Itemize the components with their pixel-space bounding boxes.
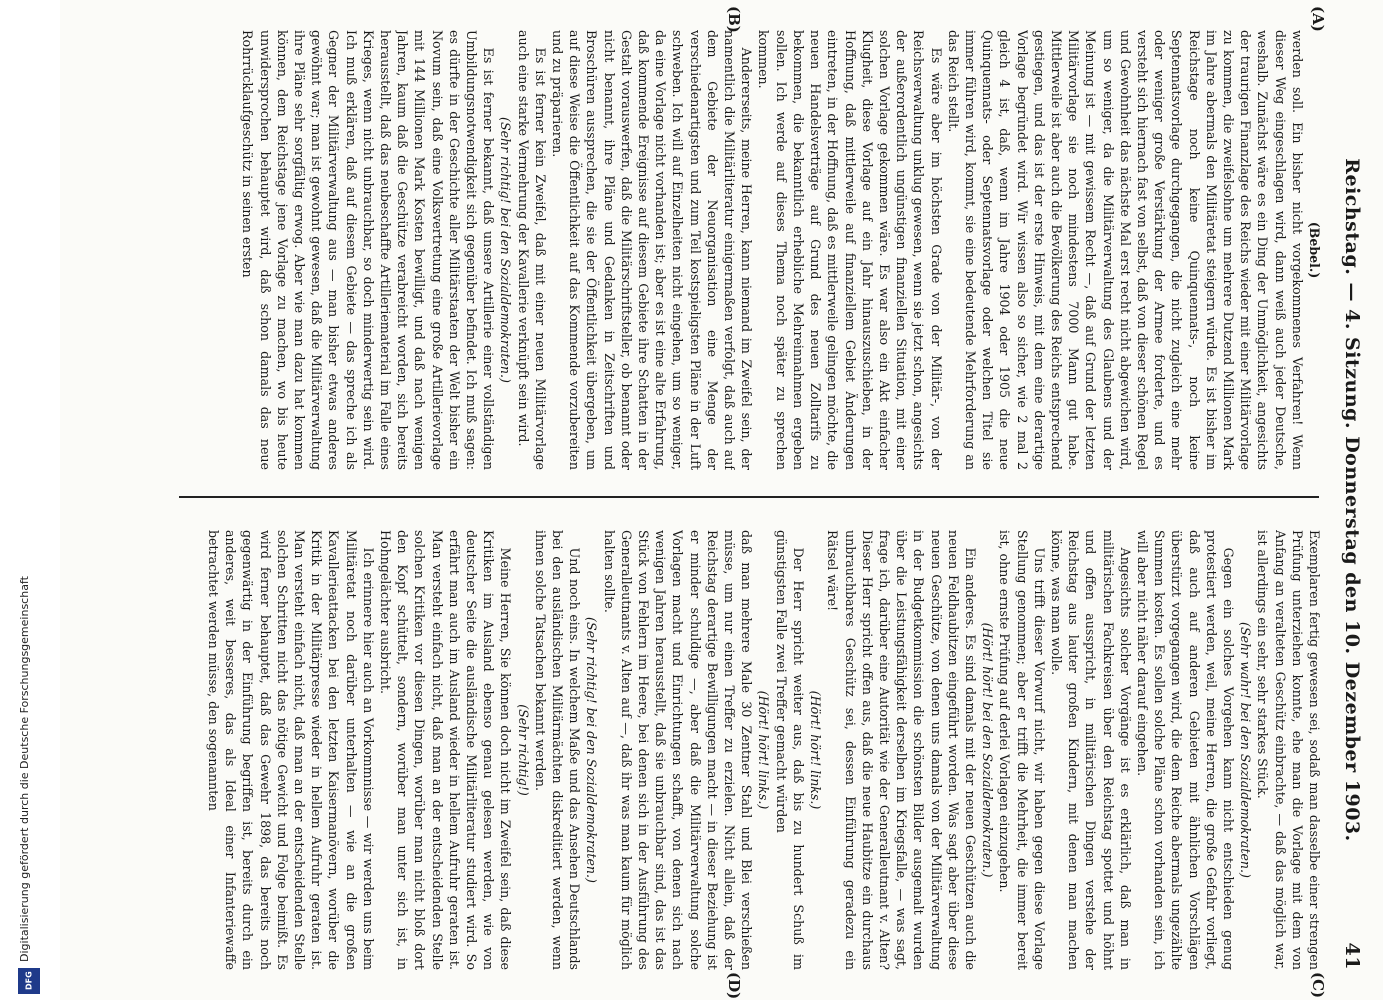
column-divider <box>179 496 1319 498</box>
speaker-name: (Bebel.) <box>1307 221 1322 279</box>
page-number: 41 <box>1341 942 1363 970</box>
right-column <box>103 530 1323 970</box>
interjection: (Sehr wahr! bei den Sozialdemokraten.) <box>1238 622 1254 878</box>
interjection: (Hört! hört! links.) <box>808 690 824 810</box>
paragraph: Angesichts solcher Vorgänge ist es erklärlich, daß man in militärischen Fachkreisen über den Reichstag spottet und höhnt und offen ausspricht, in militärischen Dingen verstehe der Reichstag aus lauter großen Kindern, mit denen man machen könne, was man wolle. <box>1048 530 1133 970</box>
paragraph: Und noch eins. In welchem Maße und das Ansehen Deutschlands bei den ausländischen Militärmächten diskreditiert werden, wenn ihnen solche Tatsachen bekannt werden. <box>532 530 583 970</box>
paragraph: Es ist ferner bekannt, daß unsere Artillerie einer vollständigen Umbildungsnotwendigkeit sich gegenüber befindet. Ich muß sagen: es dürfte in der Geschichte aller Militärstaaten der Welt bisher ein Novum sein, daß eine Volksvertretung eine große Artillerievorlage mit 144 Millionen Mark Kosten bewilligt, und daß nach wenigen Jahren, kaum daß die Geschütze verabreicht worden, sich bereits herausstellt, daß das neubeschaffte Artilleriematerial im Falle eines Krieges, wenn nicht unbrauchbar, so doch minderwertig sein wird. Ich muß erklären, daß auf diesem Gebiete — das spreche ich als Gegner der Militärverwaltung aus — man bisher etwas anderes gewöhnt war; man ist gewohnt gewesen, daß die Militärverwaltung ihre Pläne sehr sorgfältig erwog. Aber wie man dazu hat kommen können, dem Reichstage jene Vorlage zu machen, wo bis heute unwidersprochen behauptet wird, daß schon damals das neue Rohrrücklaufgeschütz in seinen ersten <box>240 30 497 470</box>
scanned-page <box>60 0 1383 1000</box>
paragraph: Uns trifft dieser Vorwurf nicht, wir haben gegen diese Vorlage Stellung genommen; aber er trifft die Mehrheit, die immer bereit ist, ohne ernste Prüfung auf derlei Vorlagen einzugehen. <box>997 530 1047 970</box>
margin-mark-c: (C) <box>1309 972 1327 999</box>
paragraph: daß man mehrere Male 30 Zentner Stahl und Blei verschießen müsse, um nur einen Treffer zu erzielen. Nicht allein, daß der Reichstag derartige Bewilligungen macht — in dieser Beziehung ist er minder schuldige —, aber daß die Militärverwaltung solche Vorlagen macht und Einrichtungen schafft, von denen sich nach wenigen Jahren herausstellt, daß sie unbrauchbar sind, das ist das Stück von Fehlern im Heere, bei denen sich in der Ausführung des Generalleutnants v. Alten auf —, daß ihr was man kaum für möglich halten sollte. <box>601 530 755 970</box>
paragraph: Ich erinnere hier auch an Vorkommnisse — wir werden uns beim Militäretat noch darüber unterhalten — wie an die großen Kavallerieattacken bei den letzten Kaisermanövern, worüber die Kritik in der Militärpresse wieder in hellem Aufruhr geraten ist. Man versteht einfach nicht, daß man an der entscheidenden Stelle solchen Schritten nicht das nötige Gewicht und Folge beimißt. Es wird ferner behauptet, daß das Gewehr 1898, das bereits noch gegenwärtig in der Einführung begriffen ist, bereits durch ein anderes, weit besseres, das als Ideal einer Infanteriewaffe betrachtet werden müsse, den sogenannten <box>206 530 376 970</box>
credit-text: Digitalisierung gefördert durch die Deutsche Forschungsgemeinschaft <box>18 576 31 962</box>
paragraph: Es wäre aber im höchsten Grade von der Militär-, von der Reichsverwaltung unklug gewesen, wenn sie jetzt schon, angesichts der außerordentlich ungünstigen finanziellen Situation, mit einer solchen Vorlage gekommen wäre. Es war also ein Akt einfacher Klugheit, diese Vorlage auf ein Jahr hinauszuschieben, in der Hoffnung, daß mittlerweile auf finanziellem Gebiet Änderungen eintreten, in der Hoffnung, daß es mittlerweile gelingen möchte, die neuen Handelsverträge auf Grund des neuen Zolltarifs zu bekommen, die bekanntlich erhebliche Mehreinnahmen ergeben sollen. Ich werde auf dieses Thema noch später zu sprechen kommen. <box>756 30 944 470</box>
paragraph: Ein anderes. Es sind damals mit der neuen Geschützen auch die neuen Feldhaubitzen eingeführt worden. Was sagt aber über diese neuen Geschütze, von denen uns damals von der Militärverwaltung in der Budgetkommission die schönsten Bilder ausgemalt wurden über die Leistungsfähigkeit derselben im Kriegsfalle, — was sagt, frage ich, darüber eine Autorität wie der Generalleutnant v. Alten? Dieser Herr spricht offen aus, daß die neue Haubitze ein durchaus unbrauchbares Geschütz sei, dessen Einführung geradezu ein Rätsel wäre! <box>825 530 978 970</box>
paragraph: Andererseits, meine Herren, kann niemand im Zweifel sein, der namentlich die Militärliteratur einigermaßen verfolgt, daß auch auf dem Gebiete der Neuorganisation eine Menge der verschiedenartigsten und zum Teil kostspieligsten Pläne in der Luft schweben. Ich will auf Einzelheiten nicht eingehen, um so weniger, da eine Vorlage nicht vorhanden ist; aber es ist eine alte Erfahrung, daß kommende Ereignisse auf diesem Gebiete ihre Schatten in der Gestalt vorauswerfen, daß die Militärschriftsteller, ob benannt oder nicht benannt, ihre Pläne und Gedanken in Zeitschriften und Broschüren aussprechen, die sie der Öffentlichkeit übergeben, um auf diese Weise die Öffentlichkeit auf das Kommende vorzubereiten und zu präparieren. <box>550 30 755 470</box>
page-title: Reichstag. — 4. Sitzung. Donnerstag den 10. Dezember 1903. <box>1341 158 1363 842</box>
interjection: (Hört! hört! bei den Sozialdemokraten.) <box>980 622 996 878</box>
margin-mark-b: (B) <box>725 6 743 33</box>
paragraph: Exemplaren fertig gewesen sei, sodaß man dasselbe einer strengen Prüfung unterziehen konnte, ehe man die Vorlage mit dem von Anfang an veralteten Geschütz einbrachte, — daß das möglich war, ist allerdings ein sehr, sehr starkes Stück. <box>1255 530 1322 970</box>
dfg-logo: DFG <box>18 968 40 994</box>
paragraph: Gegen ein solches Vorgehen kann nicht entschieden genug protestiert werden, weil, meine Herren, die große Gefahr vorliegt, daß auch auf anderen Gebieten mit ähnlichen Vorschlägen überstürzt vorgegangen wird, die dem Reiche abermals ungezählte Summen kosten. Es sollen solche Pläne schon vorhanden sein, ich will aber nicht näher darauf eingehen. <box>1134 530 1236 970</box>
margin-mark-a: (A) <box>1309 6 1327 32</box>
page-header <box>1329 30 1363 970</box>
page-content <box>60 0 1383 1000</box>
paragraph: werden soll. Ein bisher nicht vorgekommenes Verfahren! Wenn dieser Weg eingeschlagen wird, dann weiß auch jeder Deutsche, weshalb. Zunächst wäre es ein Ding der Unmöglichkeit, angesichts der traurigen Finanzlage des Reichs wieder mit einer Militärvorlage zu kommen, die zweifelsohne um mehrere Dutzend Millionen Mark im Jahre abermals den Militäretat steigern würde. Es ist bisher im Reichstage noch keine Quinquennats-, noch keine Septennatsvorlage durchgegangen, die nicht zugleich eine mehr oder weniger große Verstärkung der Armee forderte, und es versteht sich hiernach fast von selbst, daß von dieser schönen Regel und Gewohnheit das nächste Mal erst recht nicht abgewichen wird, um so weniger, da die Militärverwaltung des Glaubens und der Meinung ist — mit gewissem Recht —, daß auf Grund der letzten Militärvorlage sie noch mindestens 7000 Mann gut habe. Mittlerweile ist aber auch die Bevölkerung des Reichs entsprechend gestiegen, und das ist der erste Hinweis, mit dem eine derartige Vorlage begründet wird. Wir wissen also so sicher, wie 2 mal 2 gleich 4 ist, daß, wenn im Jahre 1904 oder 1905 die neue Quinquennats- oder Septennatsvorlage oder welchen Titel sie immer führen wird, kommt, sie eine bedeutende Mehrforderung an das Reich stellt. <box>945 30 1305 470</box>
interjection: (Sehr richtig!) <box>515 704 531 796</box>
paragraph: Es ist ferner kein Zweifel, daß mit einer neuen Militärvorlage auch eine starke Vermehrung der Kavallerie verknüpft sein wird. <box>515 30 548 470</box>
paragraph: Meine Herren, Sie können doch nicht im Zweifel sein, daß diese Kritiken im Ausland ebenso genau gelesen werden, wie von deutscher Seite die ausländische Militärliteratur studiert wird. So erfährt man auch im Ausland wieder in hellem Aufruhr geraten ist. Man versteht einfach nicht, daß man an der entscheidenden Stelle solchen Kritiken vor diesen Dingen, worüber man nicht bloß dort den Kopf schüttelt, sondern, worüber man unter sich ist, in Hohngelächter ausbricht. <box>378 530 514 970</box>
interjection: (Sehr richtig! bei den Sozialdemokraten.) <box>584 617 600 883</box>
interjection: (Sehr richtig! bei den Sozialdemokraten.) <box>498 117 514 383</box>
dfg-credit <box>4 576 58 1000</box>
interjection: (Hört! hört! links.) <box>756 690 772 810</box>
margin-mark-d: (D) <box>725 972 743 1000</box>
paragraph: Der Herr spricht weiter aus, daß bis zu hundert Schuß im günstigsten Falle zwei Treffer gemacht würden <box>773 530 806 970</box>
left-column <box>103 30 1323 470</box>
